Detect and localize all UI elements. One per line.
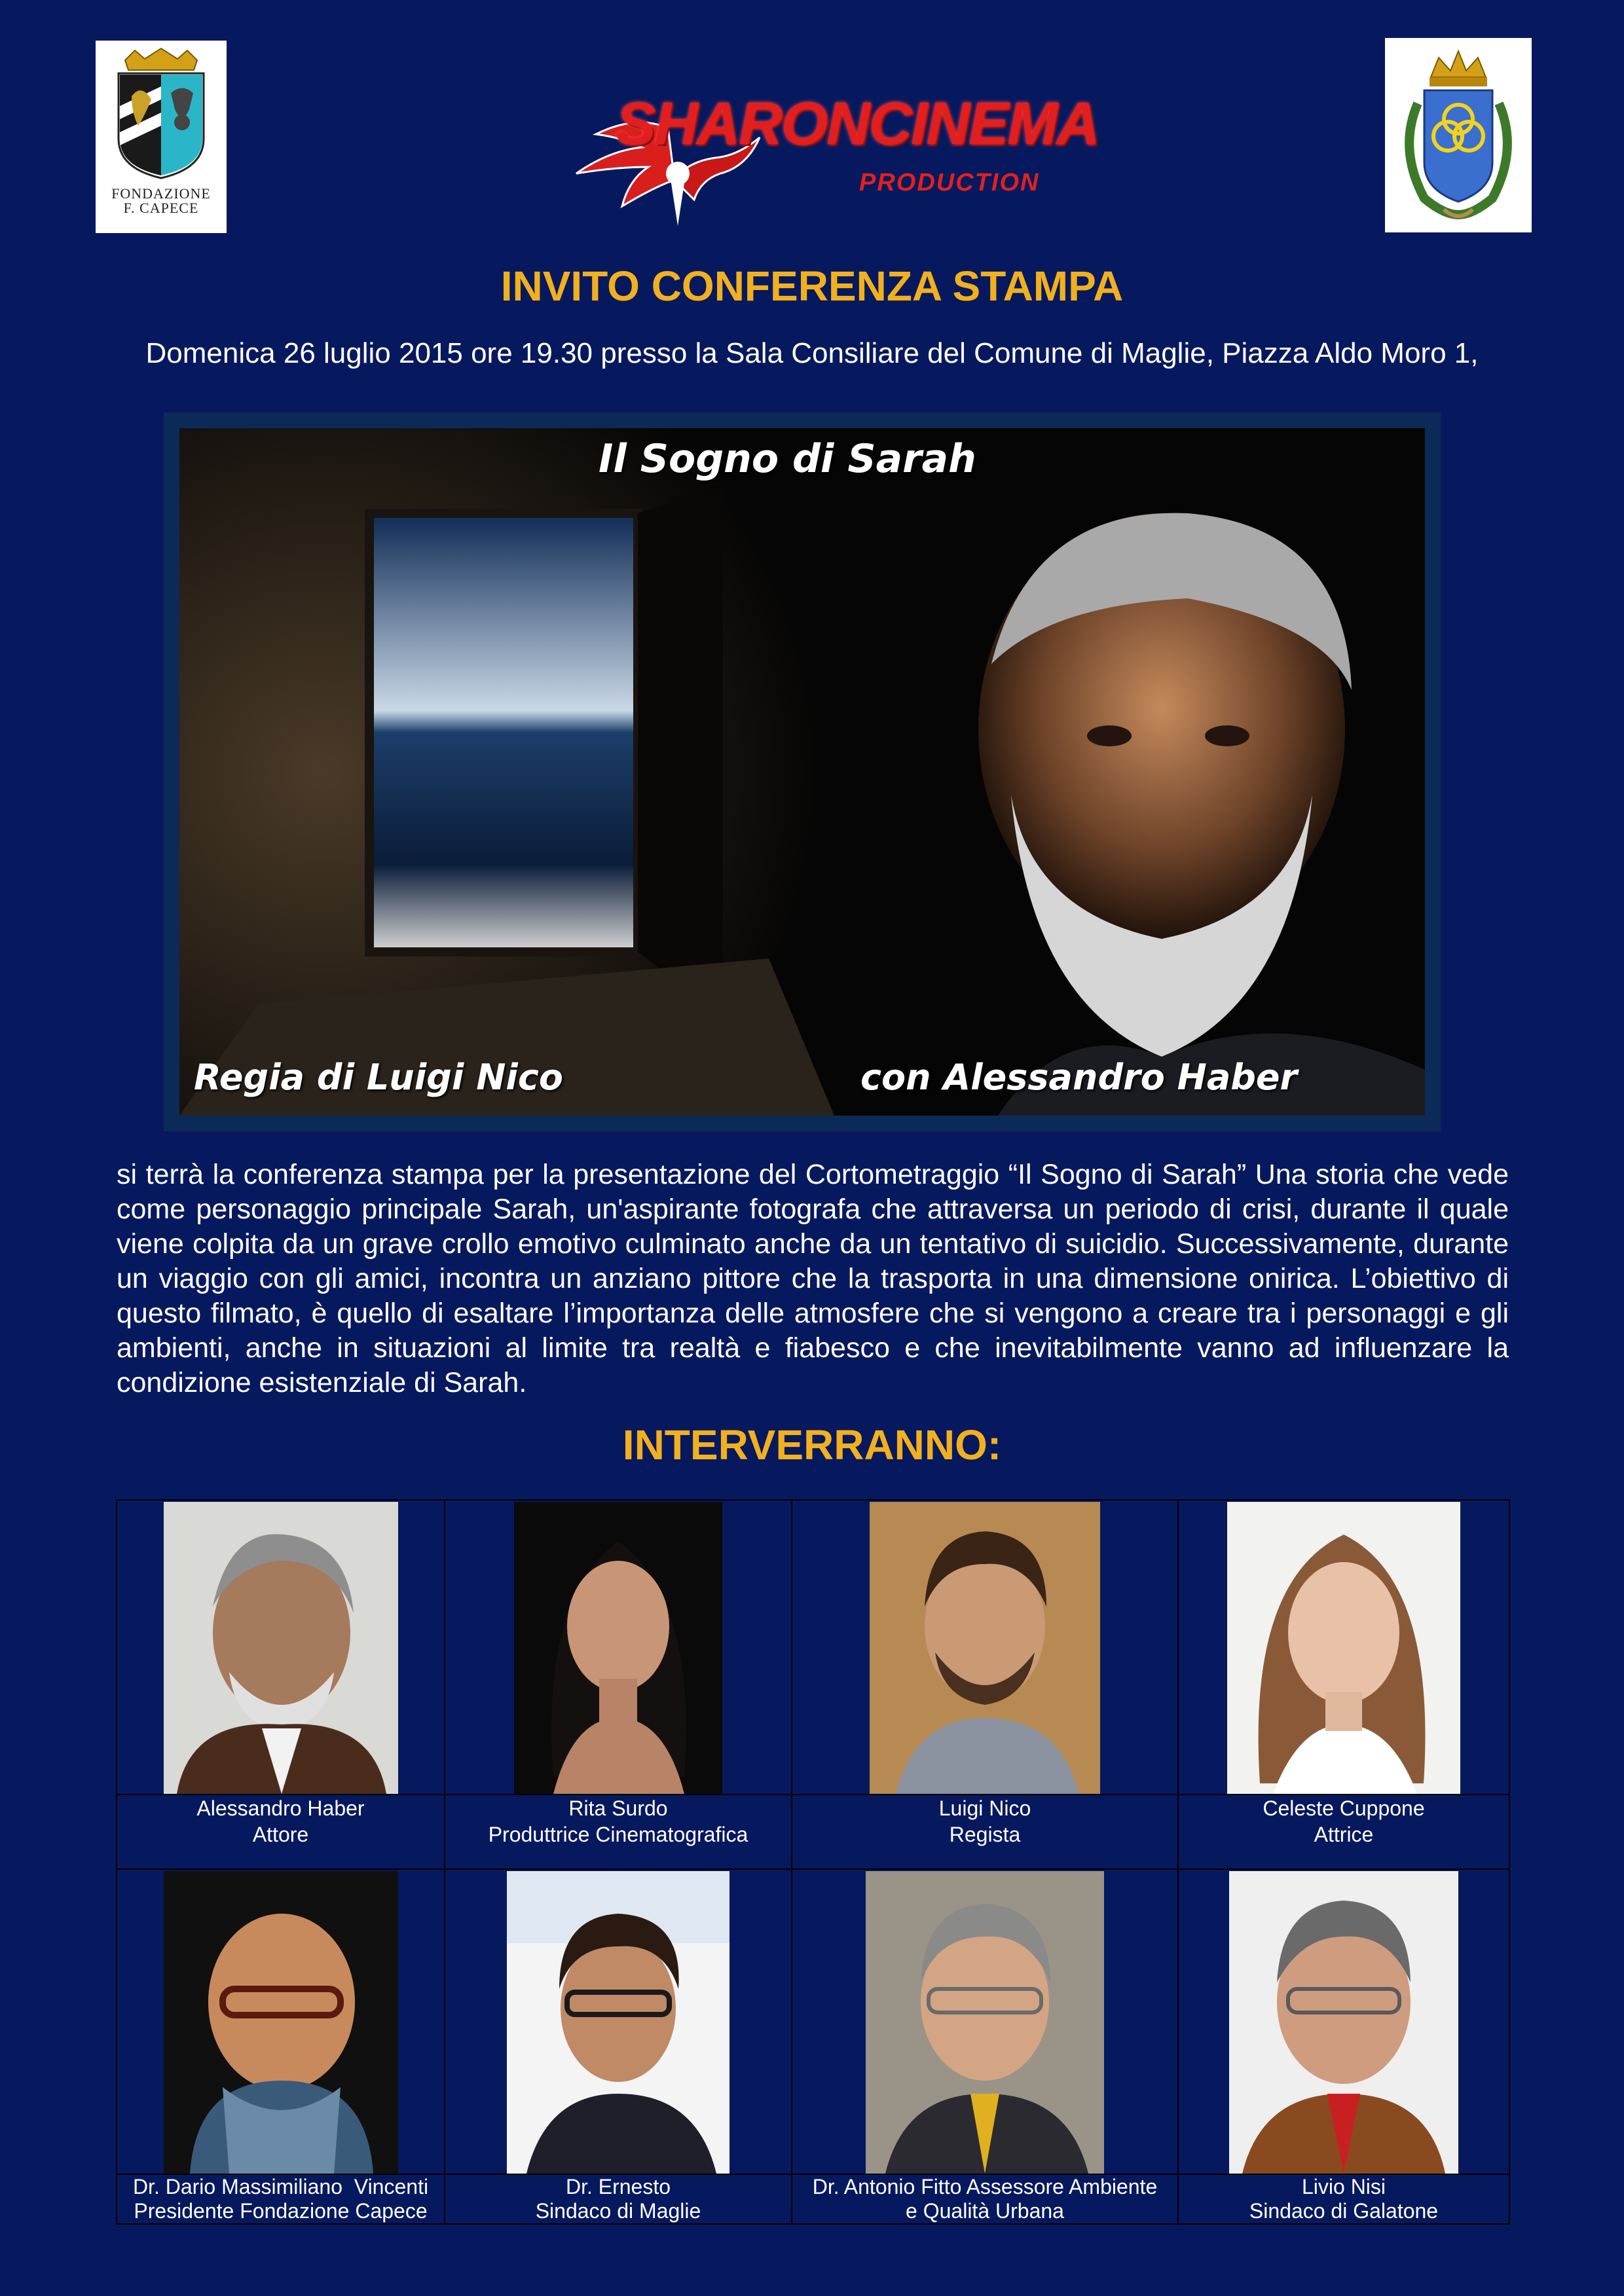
- speaker-role: Attore: [252, 1823, 309, 1846]
- event-date-line: Domenica 26 luglio 2015 ore 19.30 presso la Sala Consiliare del Comune di Maglie, Piazza Aldo Moro 1,: [145, 337, 1479, 369]
- speaker-photo-cell: [792, 1869, 1178, 2174]
- speaker-caption: [792, 1795, 1178, 1869]
- speakers-heading: INTERVERRANNO:: [622, 1421, 1002, 1468]
- speaker-caption: [117, 2174, 445, 2224]
- speaker-photo-cell: [1178, 1500, 1509, 1795]
- fondazione-capece-logo: [96, 41, 227, 233]
- film-banner-frame: [164, 412, 1441, 1131]
- speaker-caption: [1178, 1795, 1509, 1869]
- speaker-name: Dr. Dario Massimiliano Vincenti: [132, 2175, 429, 2198]
- speaker-caption: [117, 1795, 445, 1869]
- speaker-name: Dr. Antonio Fitto Assessore Ambiente: [812, 2175, 1158, 2198]
- speaker-photo-surdo: [514, 1502, 722, 1794]
- brand-sub: PRODUCTION: [859, 169, 1040, 196]
- event-description-text: si terrà la conferenza stampa per la presentazione del Cortometraggio “Il Sogno di Sarah” Una storia che vede come personaggio principale Sarah, un'aspirante fotografa che attraversa un periodo di crisi, durante il quale viene colpita da un grave crollo emotivo culminato anche da un tentativo di suicidio. Successivamente, durante un viaggio con gli amici, incontra un anziano pittore che la trasporta in una dimensione onirica. L’obiettivo di questo filmato, è quello di esaltare l’importanza delle atmosfere che si vengono a creare tra i personaggi e gli ambienti, anche in situazioni al limite tra realtà e fiabesco e che inevitabilmente vanno ad influenzare la condizione esistenziale di Sarah.: [117, 1159, 1509, 1398]
- speaker-photo-nisi: [1229, 1871, 1458, 2174]
- sharoncinema-logo: [563, 75, 1100, 232]
- speaker-photo-cell: [1178, 1869, 1509, 2174]
- speaker-name: Celeste Cuppone: [1263, 1796, 1425, 1820]
- speaker-photo-cuppone: [1227, 1502, 1460, 1794]
- speaker-role: Presidente Fondazione Capece: [134, 2199, 428, 2223]
- speaker-photo-cell: [792, 1500, 1178, 1795]
- banner-cast-caption: con Alessandro Haber: [860, 1057, 1298, 1098]
- speaker-role: Sindaco di Maglie: [535, 2199, 701, 2223]
- speaker-role: Produttrice Cinematografica: [488, 1823, 748, 1846]
- speaker-role: e Qualità Urbana: [906, 2199, 1064, 2223]
- speaker-role: Regista: [949, 1823, 1021, 1846]
- speaker-name: Rita Surdo: [568, 1796, 668, 1820]
- speaker-role: Attrice: [1314, 1823, 1374, 1846]
- speakers-table: [116, 1499, 1510, 2225]
- speaker-role: Sindaco di Galatone: [1249, 2199, 1439, 2223]
- speaker-photo-cell: [117, 1500, 445, 1795]
- speaker-photo-cell: [445, 1500, 792, 1795]
- maglie-crest-icon: [1385, 38, 1532, 232]
- comune-maglie-logo: [1385, 38, 1532, 232]
- speaker-photo-nico: [870, 1502, 1100, 1794]
- brand-name: SHARONCINEMA: [616, 90, 1099, 157]
- speaker-photo-cell: [117, 1869, 445, 2174]
- event-description: [117, 1157, 1509, 1400]
- film-banner: [179, 428, 1425, 1116]
- speaker-photo-haber: [164, 1502, 398, 1794]
- speaker-photo-vincenti: [164, 1871, 398, 2174]
- banner-film-title: Il Sogno di Sarah: [599, 436, 976, 482]
- speaker-photo-fitto: [866, 1871, 1104, 2174]
- speaker-name: Dr. Ernesto: [565, 2175, 671, 2198]
- speaker-caption: [1178, 2174, 1509, 2224]
- capece-crest-icon: [105, 47, 217, 181]
- speaker-caption: [445, 1795, 792, 1869]
- fondazione-caption: FONDAZIONE F. CAPECE: [111, 185, 211, 216]
- speaker-name: Livio Nisi: [1301, 2175, 1386, 2198]
- speaker-photo-cell: [445, 1869, 792, 2174]
- page-title: INVITO CONFERENZA STAMPA: [500, 263, 1124, 310]
- banner-director-caption: Regia di Luigi Nico: [194, 1057, 564, 1098]
- speaker-caption: [792, 2174, 1178, 2224]
- speaker-name: Alessandro Haber: [196, 1796, 365, 1820]
- speaker-photo-ernesto: [507, 1871, 729, 2174]
- banner-artwork: [179, 428, 1425, 1116]
- speaker-caption: [445, 2174, 792, 2224]
- speaker-name: Luigi Nico: [938, 1796, 1031, 1820]
